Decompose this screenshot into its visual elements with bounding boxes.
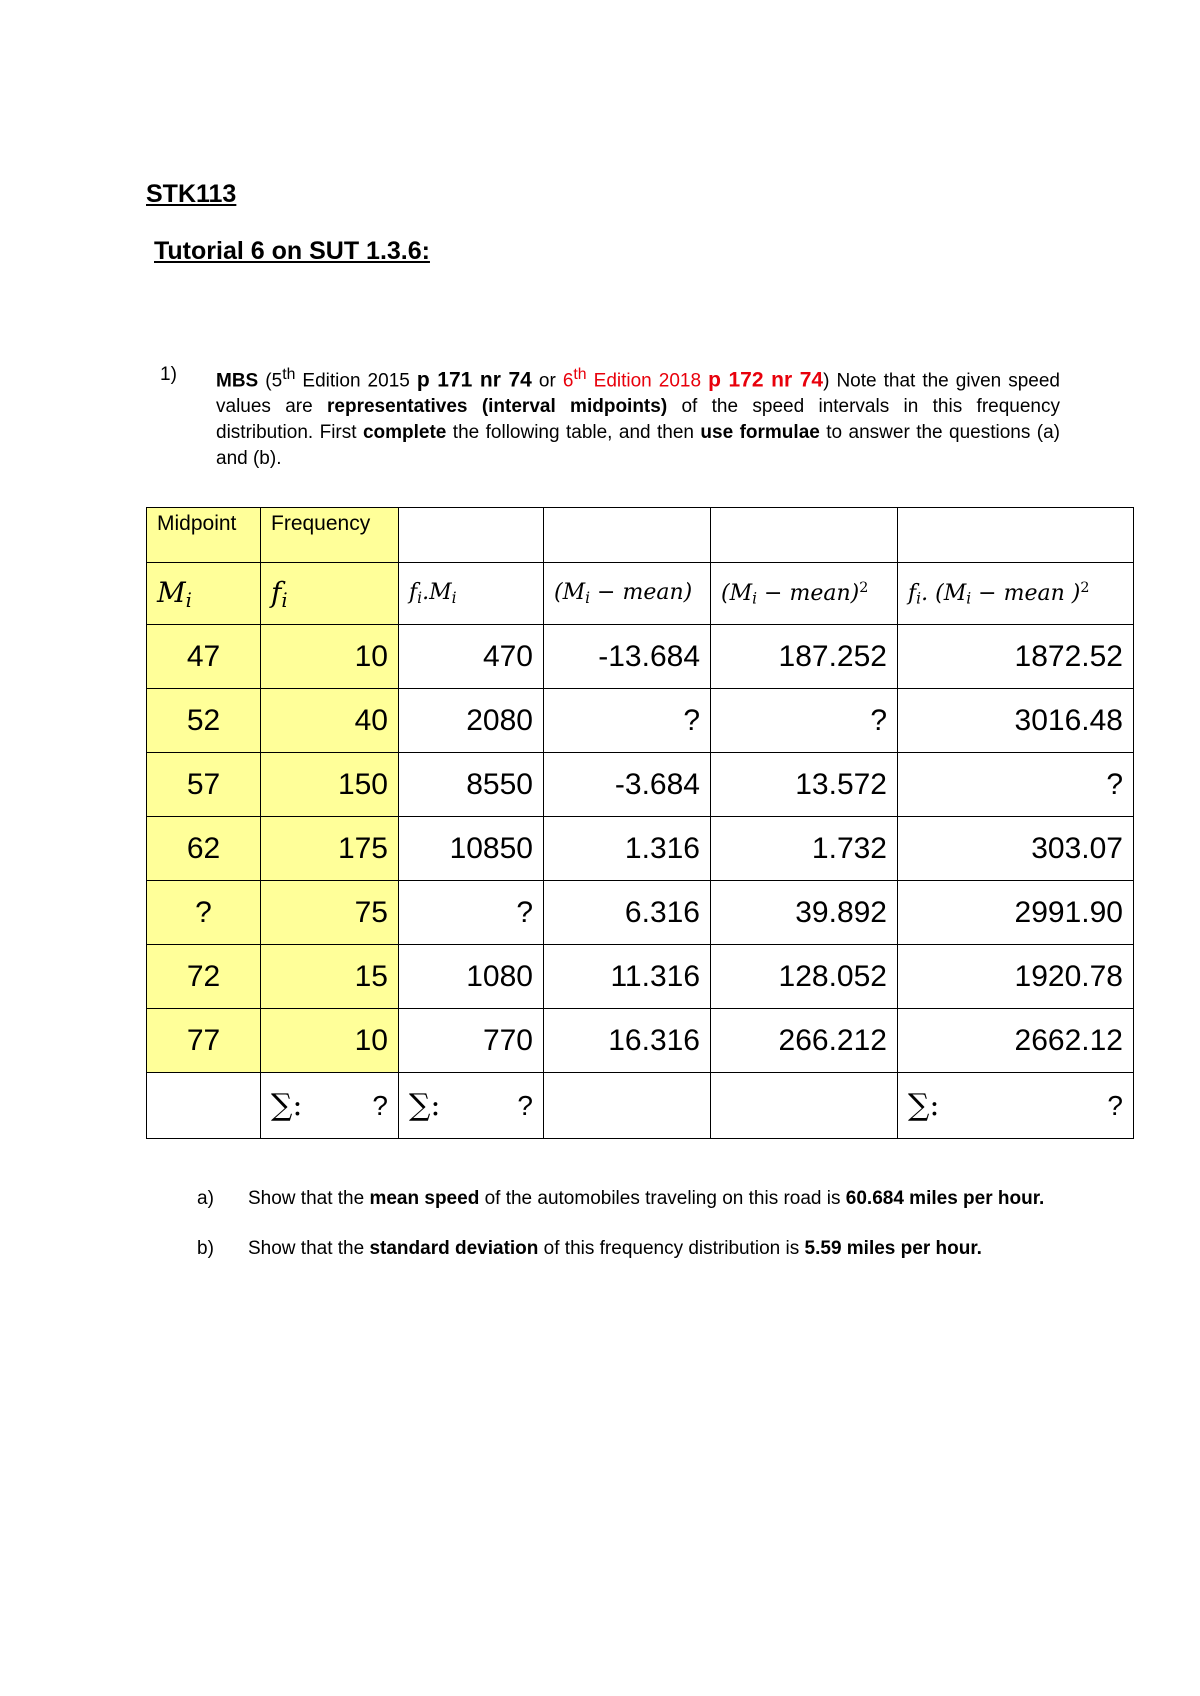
table-row [147,753,1134,817]
symbol-mi: $M_i$ [147,563,261,625]
cell-weighted-deviation-squared: 1920.78 [898,945,1134,1009]
header-frequency: Frequency [261,508,399,563]
edition-6-sup: th [573,366,587,383]
cell-midpoint: ? [147,881,261,945]
header-row-2 [147,563,1134,625]
cell-weighted-deviation-squared: 2662.12 [898,1009,1134,1073]
question-1 [160,362,1060,472]
header-empty [544,508,711,563]
cell-weighted-deviation-squared: 303.07 [898,817,1134,881]
header-empty [711,508,898,563]
sub-question-label: a) [197,1188,214,1209]
table-row [147,817,1134,881]
cell-deviation-squared: 13.572 [711,753,898,817]
cell-deviation: 16.316 [544,1009,711,1073]
sub-questions [197,1186,1077,1286]
edition-5-page: p 171 nr 74 [416,368,532,392]
cell-deviation: -3.684 [544,753,711,817]
sum-weighted-deviation-squared [898,1073,1134,1139]
symbol-fi-mi: $f_i.M_i$ [399,563,544,625]
cell-midpoint: 57 [147,753,261,817]
cell-deviation: -13.684 [544,625,711,689]
sum-empty-cell [544,1073,711,1139]
cell-fm: ? [399,881,544,945]
sum-empty-cell [711,1073,898,1139]
cell-midpoint: 77 [147,1009,261,1073]
tutorial-title: Tutorial 6 on SUT 1.3.6: [154,237,430,265]
cell-deviation-squared: 187.252 [711,625,898,689]
symbol-deviation-squared: ($M_i$ − mean)$^2$ [711,563,898,625]
sigma-icon: ∑: [271,1088,303,1123]
header-empty [898,508,1134,563]
cell-midpoint: 62 [147,817,261,881]
cell-frequency: 75 [261,881,399,945]
sigma-icon: ∑: [908,1088,940,1123]
cell-midpoint: 47 [147,625,261,689]
edition-5-number: 5 [271,370,283,392]
header-midpoint: Midpoint [147,508,261,563]
cell-fm: 470 [399,625,544,689]
table-row [147,689,1134,753]
cell-deviation: ? [544,689,711,753]
sub-question-label: b) [197,1238,214,1259]
cell-deviation-squared: ? [711,689,898,753]
cell-weighted-deviation-squared: 2991.90 [898,881,1134,945]
cell-deviation: 6.316 [544,881,711,945]
sum-frequency-value: ? [372,1089,388,1121]
cell-fm: 8550 [399,753,544,817]
header-empty [399,508,544,563]
cell-frequency: 40 [261,689,399,753]
cell-frequency: 10 [261,625,399,689]
list-item: b) Show that the standard deviation of this frequency distribution is 5.59 miles per hour. [197,1236,1077,1262]
sigma-icon: ∑: [409,1088,441,1123]
symbol-weighted-deviation-squared: $f_i$. ($M_i$ − mean )$^2$ [898,563,1134,625]
cell-deviation: 1.316 [544,817,711,881]
question-number: 1) [160,364,177,385]
cell-weighted-deviation-squared: 1872.52 [898,625,1134,689]
sum-fm-value: ? [517,1089,533,1121]
frequency-table [146,507,1134,1139]
question-1-text: MBS (5th Edition 2015 p 171 nr 74 or 6th Edition 2018 p 172 nr 74) Note that the given speed values are representatives (interval midpoints) of the speed intervals in this frequency distribution. First complete the following table, and then use formulae to answer the questions (a) and (b). [216,366,1061,470]
sum-row [147,1073,1134,1139]
cell-fm: 770 [399,1009,544,1073]
source-label: MBS [216,370,259,392]
cell-midpoint: 52 [147,689,261,753]
symbol-deviation: ($M_i$ − mean) [544,563,711,625]
list-item: a) Show that the mean speed of the automobiles traveling on this road is 60.684 miles per hour. [197,1186,1077,1212]
cell-frequency: 175 [261,817,399,881]
cell-weighted-deviation-squared: 3016.48 [898,689,1134,753]
cell-deviation-squared: 128.052 [711,945,898,1009]
cell-frequency: 150 [261,753,399,817]
edition-5-sup: th [282,366,296,383]
table-row [147,625,1134,689]
edition-6-text: Edition 2018 [586,370,709,392]
symbol-fi: $f_i$ [261,563,399,625]
edition-6-page: p 172 nr 74 [708,368,824,392]
cell-deviation-squared: 266.212 [711,1009,898,1073]
table-row [147,945,1134,1009]
cell-deviation: 11.316 [544,945,711,1009]
cell-fm: 1080 [399,945,544,1009]
sum-weighted-value: ? [1107,1089,1123,1121]
header-row-1 [147,508,1134,563]
cell-deviation-squared: 39.892 [711,881,898,945]
cell-fm: 10850 [399,817,544,881]
cell-deviation-squared: 1.732 [711,817,898,881]
cell-frequency: 15 [261,945,399,1009]
course-code: STK113 [146,180,237,208]
table-row [147,881,1134,945]
sum-empty-cell [147,1073,261,1139]
edition-6-number: 6 [562,370,574,392]
edition-5-text: Edition 2015 [295,370,417,392]
table-row [147,1009,1134,1073]
sum-fm [399,1073,544,1139]
cell-midpoint: 72 [147,945,261,1009]
cell-weighted-deviation-squared: ? [898,753,1134,817]
cell-frequency: 10 [261,1009,399,1073]
cell-fm: 2080 [399,689,544,753]
sum-frequency [261,1073,399,1139]
